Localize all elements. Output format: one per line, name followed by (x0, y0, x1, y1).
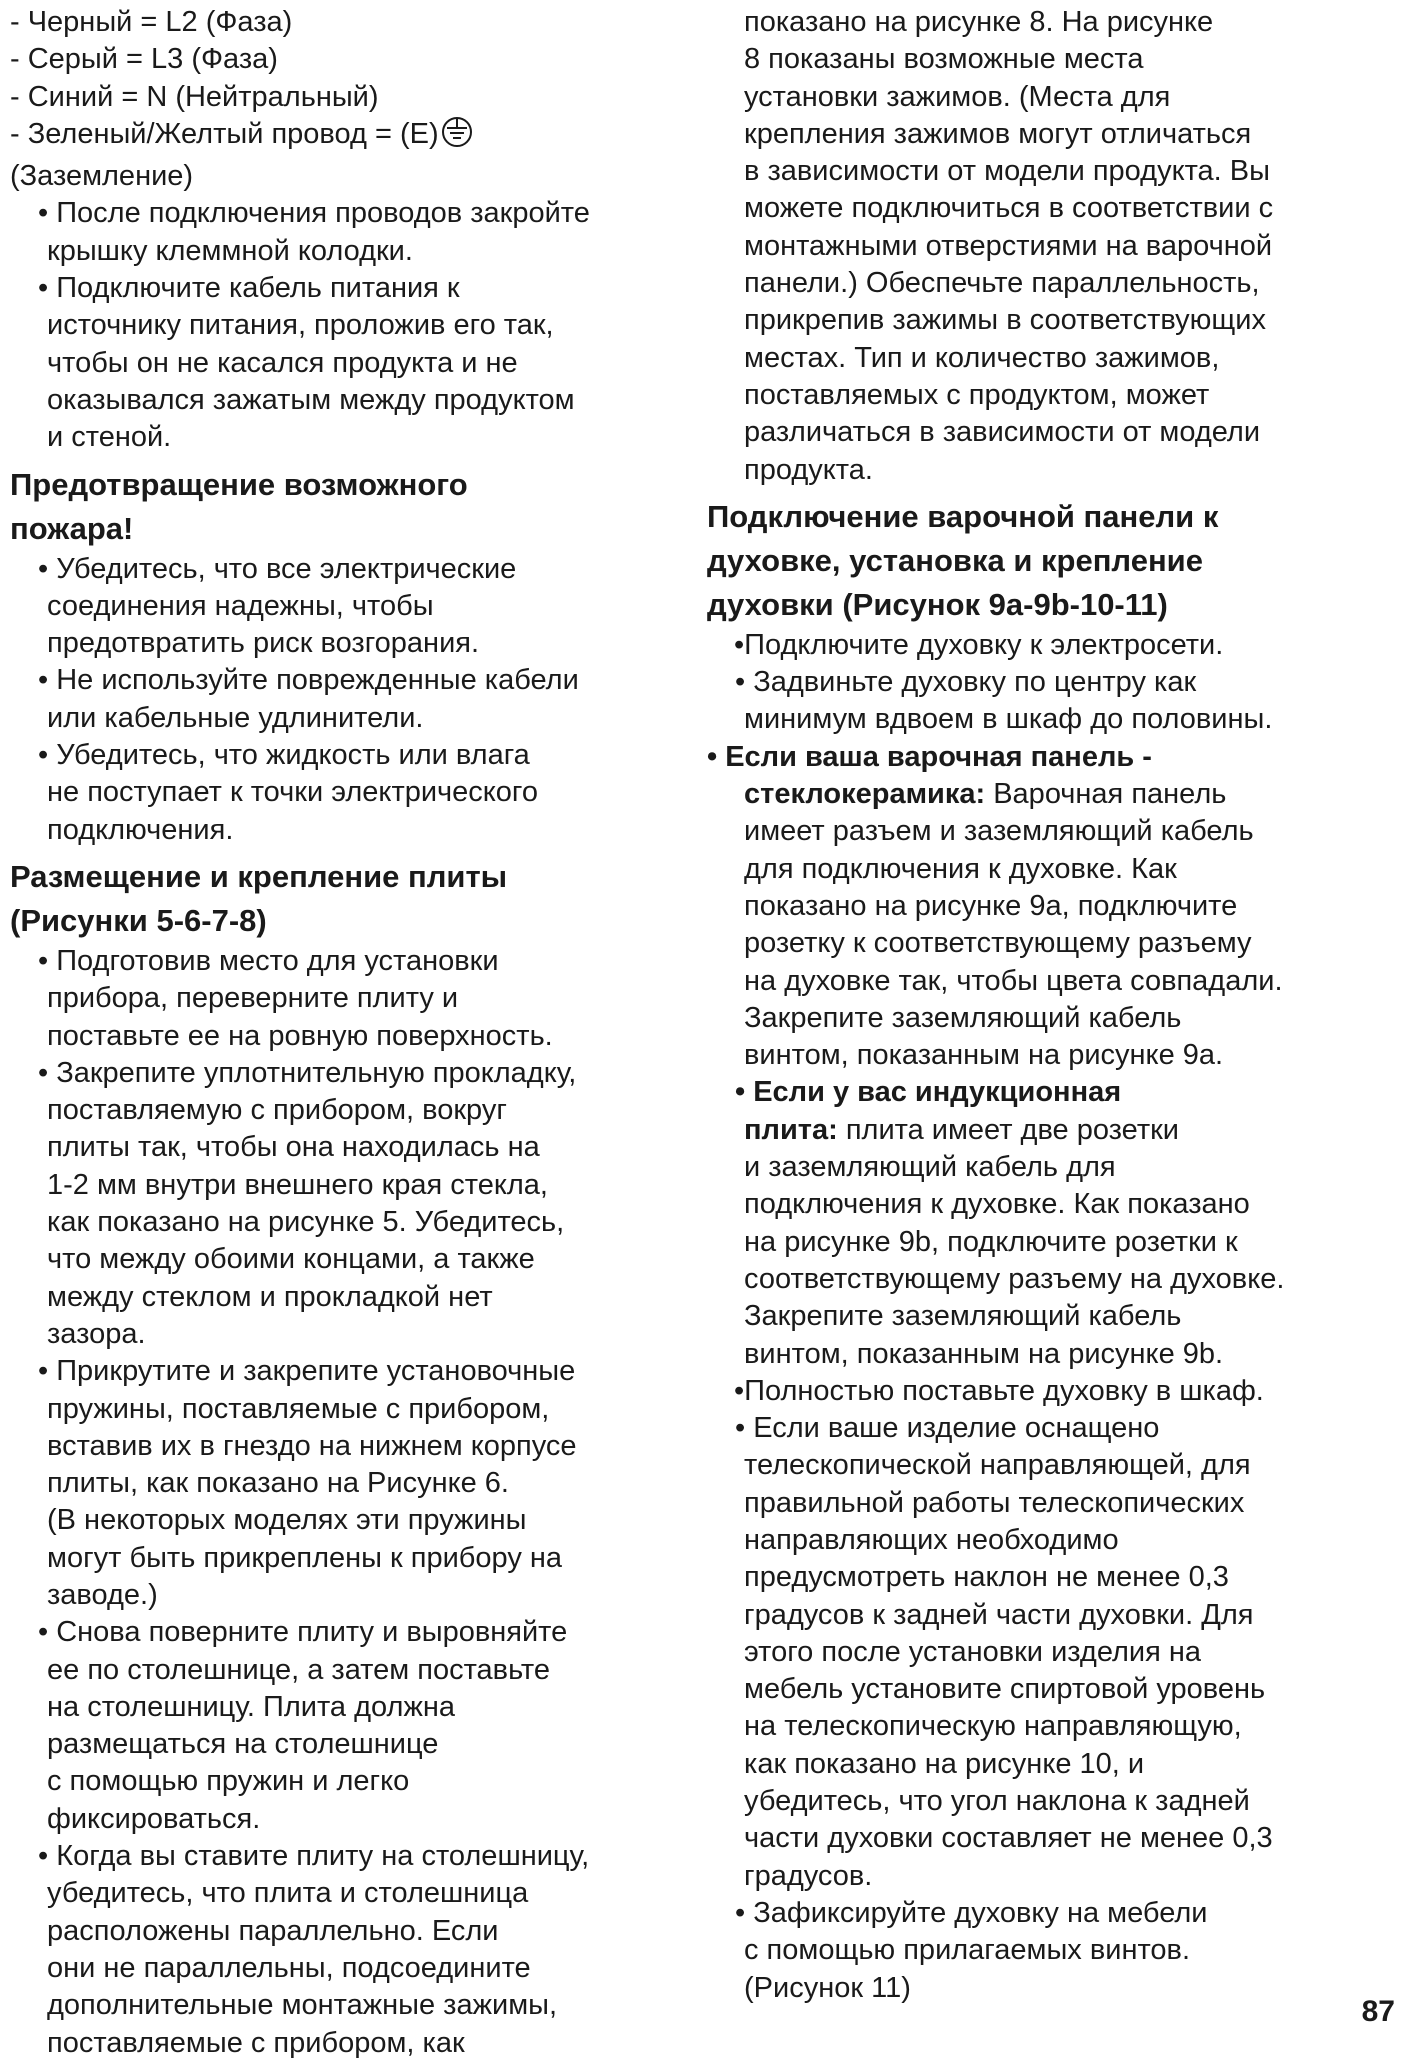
right-column (707, 4, 1397, 2007)
bullet-line: поставляемые с прибором, как (47, 2026, 465, 2059)
bullet-line: убедитесь, что плита и столешница (47, 1877, 529, 1910)
text-line: монтажными отверстиями на варочной (744, 229, 1273, 262)
bullet-line: • Убедитесь, что жидкость или влага (38, 739, 530, 772)
bullet-line: заводе.) (47, 1578, 158, 1611)
text-line: в зависимости от модели продукта. Вы (744, 155, 1270, 188)
bullet-line: • Если ваше изделие оснащено (735, 1412, 1160, 1445)
text-line: розетку к соответствующему разъему (744, 927, 1252, 960)
bullet-line: • Когда вы ставите плиту на столешницу, (38, 1840, 590, 1873)
bullet-line: как показано на рисунке 5. Убедитесь, (47, 1206, 565, 1239)
bullet-line: вставив их в гнездо на нижнем корпусе (47, 1429, 577, 1462)
text-line: различаться в зависимости от модели (744, 416, 1261, 449)
connection-bullets (10, 195, 690, 456)
bullet-line: поставьте ее на ровную поверхность. (47, 1019, 553, 1052)
text-line: показано на рисунке 9a, подключите (744, 889, 1238, 922)
glass-ceramic-title: • Если ваша варочная панель - (707, 740, 1152, 773)
text-line: Закрепите заземляющий кабель (744, 1300, 1182, 1333)
bullet-line: минимум вдвоем в шкаф до половины. (744, 703, 1273, 736)
bullet-line: 1-2 мм внутри внешнего края стекла, (47, 1168, 548, 1201)
bullet-line: (В некоторых моделях эти пружины (47, 1504, 527, 1537)
induction-title: • Если у вас индукционная (735, 1076, 1122, 1109)
bullet-line: между стеклом и прокладкой нет (47, 1280, 493, 1313)
glass-ceramic-bold: стеклокерамика: (744, 778, 986, 811)
wire-colors-list (10, 4, 690, 195)
text-line: убедитесь, что угол наклона к задней (744, 1785, 1250, 1818)
text-line: винтом, показанным на рисунке 9b. (744, 1337, 1224, 1370)
text-line: прикрепив зажимы в соответствующих (744, 304, 1266, 337)
wire-black: - Черный = L2 (Фаза) (10, 6, 293, 38)
bullet-line: размещаться на столешнице (47, 1728, 439, 1761)
bullet-line: не поступает к точки электрического (47, 776, 539, 809)
text-line: Закрепите заземляющий кабель (744, 1001, 1182, 1034)
bullet-line: оказывался зажатым между продуктом (47, 383, 575, 416)
bullet-line: фиксироваться. (47, 1802, 261, 1835)
text-line: на рисунке 9b, подключите розетки к (744, 1225, 1238, 1258)
text-line: градусов к задней части духовки. Для (744, 1598, 1254, 1631)
text-line: показано на рисунке 8. На рисунке (744, 6, 1214, 38)
wire-ground-label: (Заземление) (10, 160, 194, 193)
bullet-line: поставляемую с прибором, вокруг (47, 1094, 507, 1127)
bullet-line: • После подключения проводов закройте (38, 197, 590, 230)
bullet-line: • Прикрутите и закрепите установочные (38, 1355, 576, 1388)
bullet-line: крышку клеммной колодки. (47, 234, 413, 267)
bullet-line: и стеной. (47, 421, 172, 454)
wire-blue: - Синий = N (Нейтральный) (10, 80, 379, 113)
text-line: продукта. (744, 453, 873, 486)
heading-fire-prevention (10, 463, 690, 551)
text-line: и заземляющий кабель для (744, 1151, 1116, 1184)
bullet-line: • Подключите кабель питания к (38, 272, 460, 305)
bullet-line: дополнительные монтажные зажимы, (47, 1989, 558, 2022)
oven-connection-list (707, 627, 1397, 2007)
left-column (10, 4, 690, 2062)
induction-line (707, 1112, 1397, 1149)
text-line: предусмотреть наклон не менее 0,3 (744, 1561, 1229, 1594)
clamps-continuation (707, 4, 1397, 489)
bullet-line: ее по столешнице, а затем поставьте (47, 1653, 551, 1686)
bullet-line: что между обоими концами, а также (47, 1243, 535, 1276)
bullet-line: • Подготовив место для установки (38, 944, 499, 977)
bullet-line: • Зафиксируйте духовку на мебели (735, 1896, 1208, 1929)
text-line: имеет разъем и заземляющий кабель (744, 815, 1254, 848)
heading-line: Размещение и крепление плиты (10, 858, 508, 894)
glass-ceramic-rest: Варочная панель (985, 778, 1227, 811)
bullet-line: источнику питания, проложив его так, (47, 309, 554, 342)
text-line: с помощью прилагаемых винтов. (744, 1934, 1191, 1967)
bullet-line: прибора, переверните плиту и (47, 982, 459, 1015)
induction-rest: плита имеет две розетки (837, 1113, 1179, 1146)
text-line: этого после установки изделия на (744, 1635, 1202, 1668)
bullet-line: • Не используйте поврежденные кабели (38, 664, 579, 697)
wire-gray: - Серый = L3 (Фаза) (10, 43, 278, 76)
text-line: крепления зажимов могут отличаться (744, 117, 1252, 150)
bullet-line: могут быть прикреплены к прибору на (47, 1541, 563, 1574)
bullet-line: пружины, поставляемые с прибором, (47, 1392, 550, 1425)
bullet-line: • Снова поверните плиту и выровняйте (38, 1616, 568, 1649)
heading-line: духовки (Рисунок 9a-9b-10-11) (707, 586, 1168, 622)
bullet-line: • Задвиньте духовку по центру как (735, 666, 1197, 699)
text-line: подключения к духовке. Как показано (744, 1188, 1250, 1221)
placement-list (10, 943, 690, 2062)
text-line: (Рисунок 11) (744, 1971, 911, 2004)
bullet-line: на столешницу. Плита должна (47, 1690, 455, 1723)
heading-line: (Рисунки 5-6-7-8) (10, 902, 267, 938)
bullet-line: чтобы он не касался продукта и не (47, 346, 518, 379)
bullet-line: с помощью пружин и легко (47, 1765, 410, 1798)
bullet-line: зазора. (47, 1317, 146, 1350)
bullet-line: они не параллельны, подсоедините (47, 1951, 531, 1984)
bullet-line: •Подключите духовку к электросети. (734, 628, 1224, 661)
text-line: установки зажимов. (Места для (744, 80, 1171, 113)
bullet-line: или кабельные удлинители. (47, 701, 424, 734)
induction-bold: плита: (744, 1113, 838, 1146)
text-line: можете подключиться в соответствии с (744, 192, 1274, 225)
text-line: телескопической направляющей, для (744, 1449, 1251, 1482)
glass-ceramic-line (707, 776, 1397, 813)
bullet-line: соединения надежны, чтобы (47, 589, 434, 622)
bullet-line: подключения. (47, 813, 234, 846)
heading-line: духовке, установка и крепление (707, 542, 1203, 578)
text-line: поставляемых с продуктом, может (744, 378, 1210, 411)
bullet-line: предотвратить риск возгорания. (47, 627, 480, 660)
earth-ground-icon (441, 116, 473, 158)
heading-line: Подключение варочной панели к (707, 498, 1219, 534)
bullet-line: плиты, как показано на Рисунке 6. (47, 1467, 509, 1500)
heading-placement (10, 855, 690, 943)
text-line: местах. Тип и количество зажимов, (744, 341, 1220, 374)
bullet-line: • Закрепите уплотнительную прокладку, (38, 1056, 577, 1089)
page-number: 87 (1361, 1995, 1395, 2028)
text-line: направляющих необходимо (744, 1523, 1119, 1556)
text-line: правильной работы телескопических (744, 1486, 1245, 1519)
heading-line: пожара! (10, 510, 134, 546)
bullet-line: расположены параллельно. Если (47, 1914, 499, 1947)
heading-oven-connection (707, 495, 1397, 627)
bullet-line: •Полностью поставьте духовку в шкаф. (734, 1374, 1264, 1407)
text-line: мебель установите спиртовой уровень (744, 1673, 1266, 1706)
bullet-line: • Убедитесь, что все электрические (38, 552, 517, 585)
text-line: панели.) Обеспечьте параллельность, (744, 267, 1260, 300)
heading-line: Предотвращение возможного (10, 466, 468, 502)
text-line: части духовки составляет не менее 0,3 (744, 1822, 1273, 1855)
fire-prevention-list (10, 551, 690, 849)
text-line: градусов. (744, 1859, 873, 1892)
text-line: как показано на рисунке 10, и (744, 1747, 1145, 1780)
wire-green-yellow (10, 116, 690, 158)
text-line: винтом, показанным на рисунке 9a. (744, 1039, 1224, 1072)
text-line: на духовке так, чтобы цвета совпадали. (744, 964, 1283, 997)
wire-green-yellow-text: - Зеленый/Желтый провод = (E) (10, 117, 439, 150)
bullet-line: плиты так, чтобы она находилась на (47, 1131, 540, 1164)
text-line: на телескопическую направляющую, (744, 1710, 1242, 1743)
text-line: 8 показаны возможные места (744, 43, 1144, 76)
text-line: для подключения к духовке. Как (744, 852, 1177, 885)
text-line: соответствующему разъему на духовке. (744, 1262, 1285, 1295)
